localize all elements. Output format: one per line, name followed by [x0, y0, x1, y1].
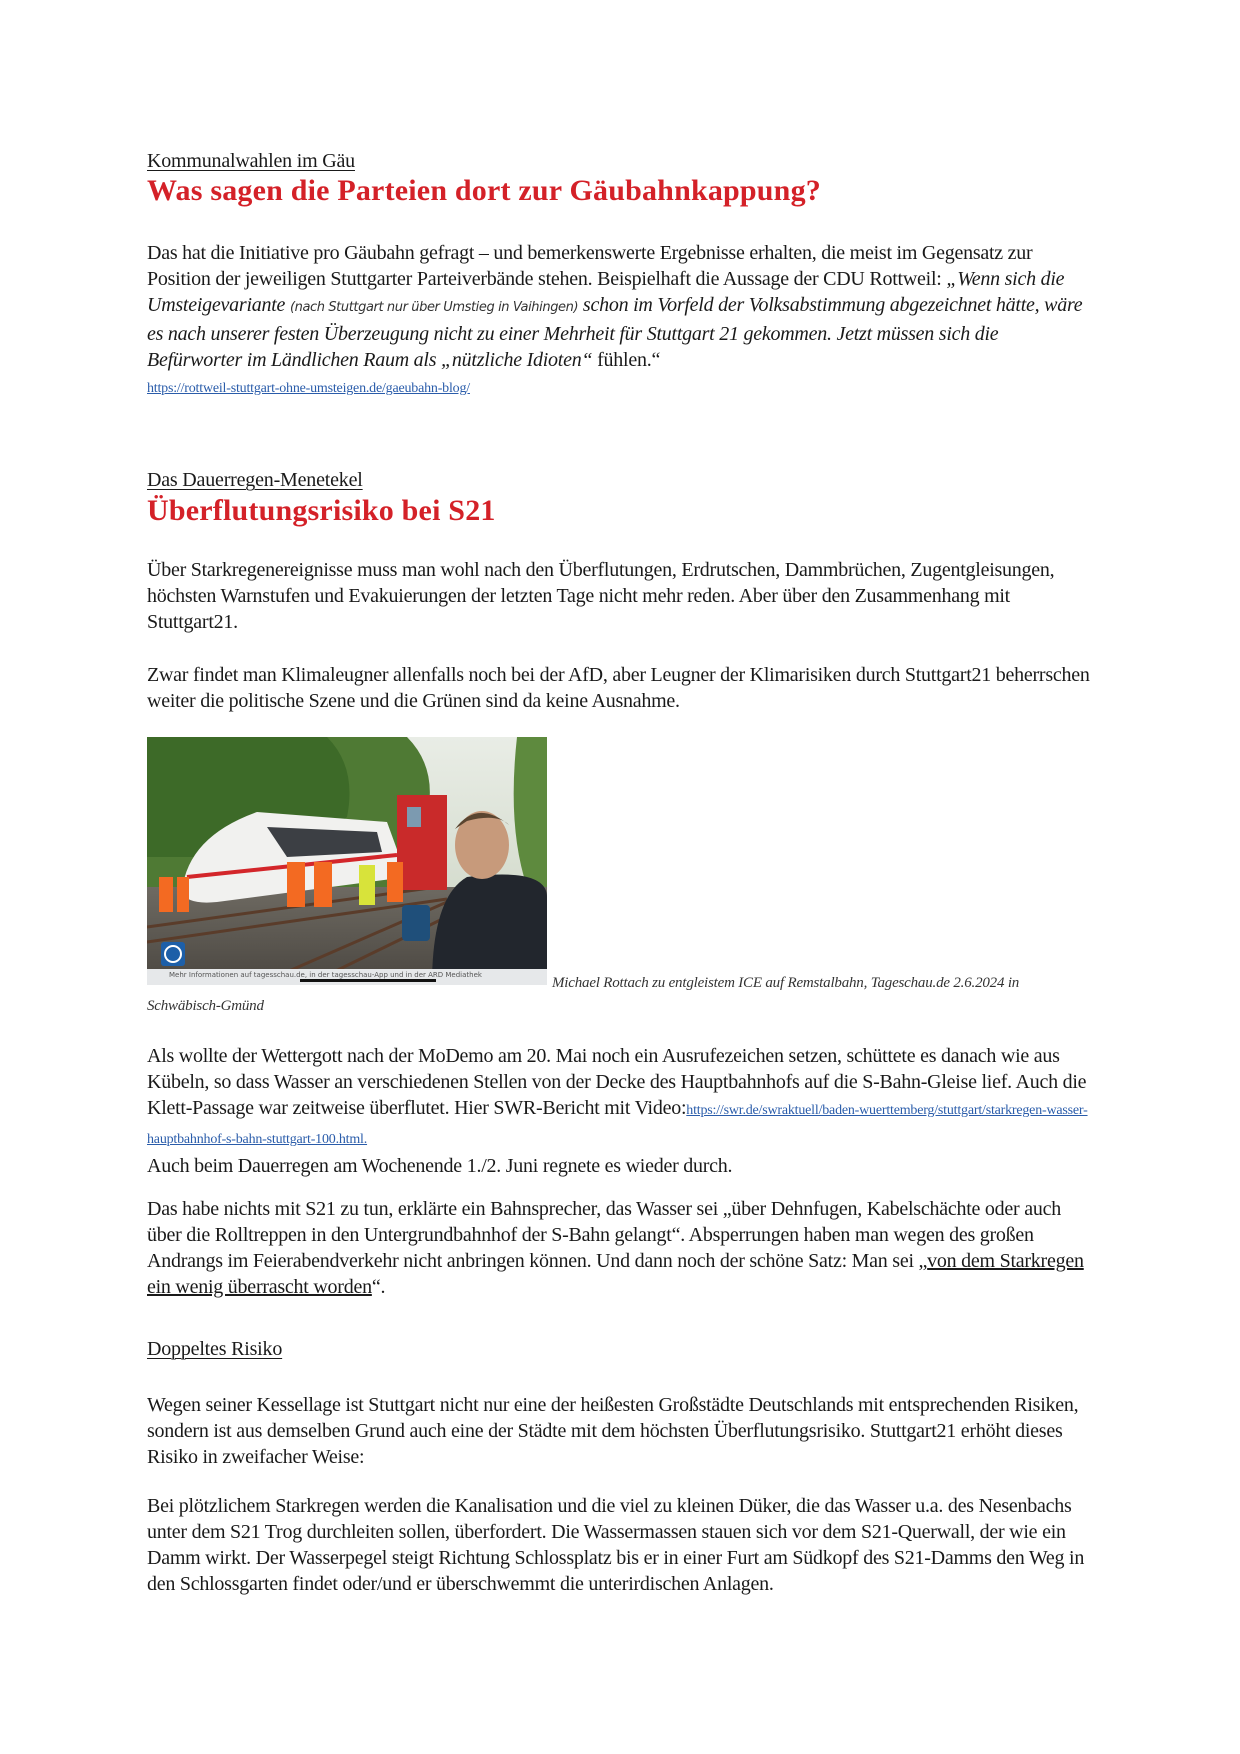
- paragraph-klimaleugner: Zwar findet man Klimaleugner allenfalls noch bei der AfD, aber Leugner der Klimarisiken durch Stuttgart21 beherrschen weiter die politische Szene und die Grünen sind da keine Ausnahme.: [147, 664, 1090, 712]
- ticker-redaction-bar: [300, 979, 436, 982]
- photo-ticker-text: Mehr Informationen auf tagesschau.de, in der tagesschau-App und in der ARD Mediathek: [169, 971, 482, 979]
- photo-illustration: [147, 737, 547, 985]
- quote-aside: (nach Stuttgart nur über Umstieg in Vaihingen): [289, 300, 579, 315]
- headline-gaeubahnkappung: Was sagen die Parteien dort zur Gäubahnkappung?: [147, 174, 821, 207]
- paragraph-bahnsprecher: [147, 1196, 1097, 1300]
- paragraph-starkregen: Über Starkregenereignisse muss man wohl nach den Überflutungen, Erdrutschen, Dammbrüchen, Zugentgleisungen, höchsten Warnstufen und Evakuierungen der letzten Tage nicht mehr reden. Aber über den Zusammenhang mit Stuttgart21.: [147, 559, 1055, 633]
- headline-ueberflutungsrisiko: Überflutungsrisiko bei S21: [147, 494, 496, 527]
- intro-text: Das hat die Initiative pro Gäubahn gefragt – und bemerkenswerte Ergebnisse erhalten, die meist im Gegensatz zur Position der jeweiligen Stuttgarter Parteiverbände stehen. Beispielhaft die Aussage der CDU Rottweil:: [147, 242, 1033, 290]
- photo-caption-line-2: Schwäbisch-Gmünd: [147, 998, 264, 1014]
- section-kicker-dauerregen: Das Dauerregen-Menetekel: [147, 469, 363, 491]
- quote-end: fühlen.“: [592, 349, 661, 371]
- photo-caption-line-1: Michael Rottach zu entgleistem ICE auf Remstalbahn, Tageschau.de 2.6.2024 in: [552, 975, 1020, 991]
- derailed-ice-photo: [147, 737, 547, 985]
- paragraph-intro: [147, 240, 1097, 402]
- wettergott-tail: Auch beim Dauerregen am Wochenende 1./2. Juni regnete es wieder durch.: [147, 1155, 733, 1177]
- section-kicker-kommunalwahlen: Kommunalwahlen im Gäu: [147, 150, 355, 172]
- paragraph-kessellage: Wegen seiner Kessellage ist Stuttgart nicht nur eine der heißesten Großstädte Deutschlands mit entsprechenden Risiken, sondern ist aus demselben Grund auch eine der Städte mit dem höchsten Überflutungsrisiko. Stuttgart21 erhöht dieses Risiko in zweifacher Weise:: [147, 1394, 1079, 1468]
- paragraph-wettergott: [147, 1043, 1097, 1179]
- link-swr-bericht[interactable]: https://swr.de/swraktuell/baden-wuerttemberg/stuttgart/starkregen-wasser-hauptbahnhof-s-bahn-stuttgart-100.html.: [147, 1103, 1088, 1147]
- paragraph-starkregen-dueker: Bei plötzlichem Starkregen werden die Kanalisation und die viel zu kleinen Düker, die das Wasser u.a. des Nesenbachs unter dem S21 Trog durchleiten sollen, überfordert. Die Wassermassen stauen sich vor dem S21-Querwall, der wie ein Damm wirkt. Der Wasserpegel steigt Richtung Schlossplatz bis er in einer Furt am Südkopf des S21-Damms den Weg in den Schlossgarten findet oder/und er überschwemmt die unterirdischen Anlagen.: [147, 1495, 1085, 1595]
- quote-part-1: „Wenn sich die Umsteigevariante: [147, 268, 1065, 316]
- wettergott-text: Als wollte der Wettergott nach der MoDemo am 20. Mai noch ein Ausrufezeichen setzen, schüttete es danach wie aus Kübeln, so dass Wasser an verschiedenen Stellen von der Decke des Hauptbahnhofs auf die S-Bahn-Gleise lief. Auch die Klett-Passage war zeitweise überflutet. Hier SWR-Bericht mit Video:: [147, 1045, 1087, 1119]
- link-rottweil-blog[interactable]: https://rottweil-stuttgart-ohne-umsteigen.de/gaeubahn-blog/: [147, 381, 470, 396]
- quote-part-2: schon im Vorfeld der Volksabstimmung abgezeichnet hätte, wäre es nach unserer festen Überzeugung nicht zu einer Mehrheit für Stuttgart 21 gekommen. Jetzt müssen sich die Befürworter im Ländlichen Raum als „nützliche Idioten“: [147, 294, 1083, 371]
- section-kicker-doppeltes-risiko: Doppeltes Risiko: [147, 1338, 283, 1360]
- bahnsprecher-text: Das habe nichts mit S21 zu tun, erklärte ein Bahnsprecher, das Wasser sei „über Dehnfugen, Kabelschächte oder auch über die Rolltreppen in den Untergrundbahnhof der S-Bahn gelangt“. Absperrungen haben man wegen des großen Andrangs im Feierabendverkehr nicht anbringen können. Und dann noch der schöne Satz: Man sei „: [147, 1198, 1061, 1272]
- quote-ueberrascht: von dem Starkregen ein wenig überrascht worden: [147, 1250, 1084, 1298]
- bahnsprecher-end: “.: [371, 1276, 386, 1298]
